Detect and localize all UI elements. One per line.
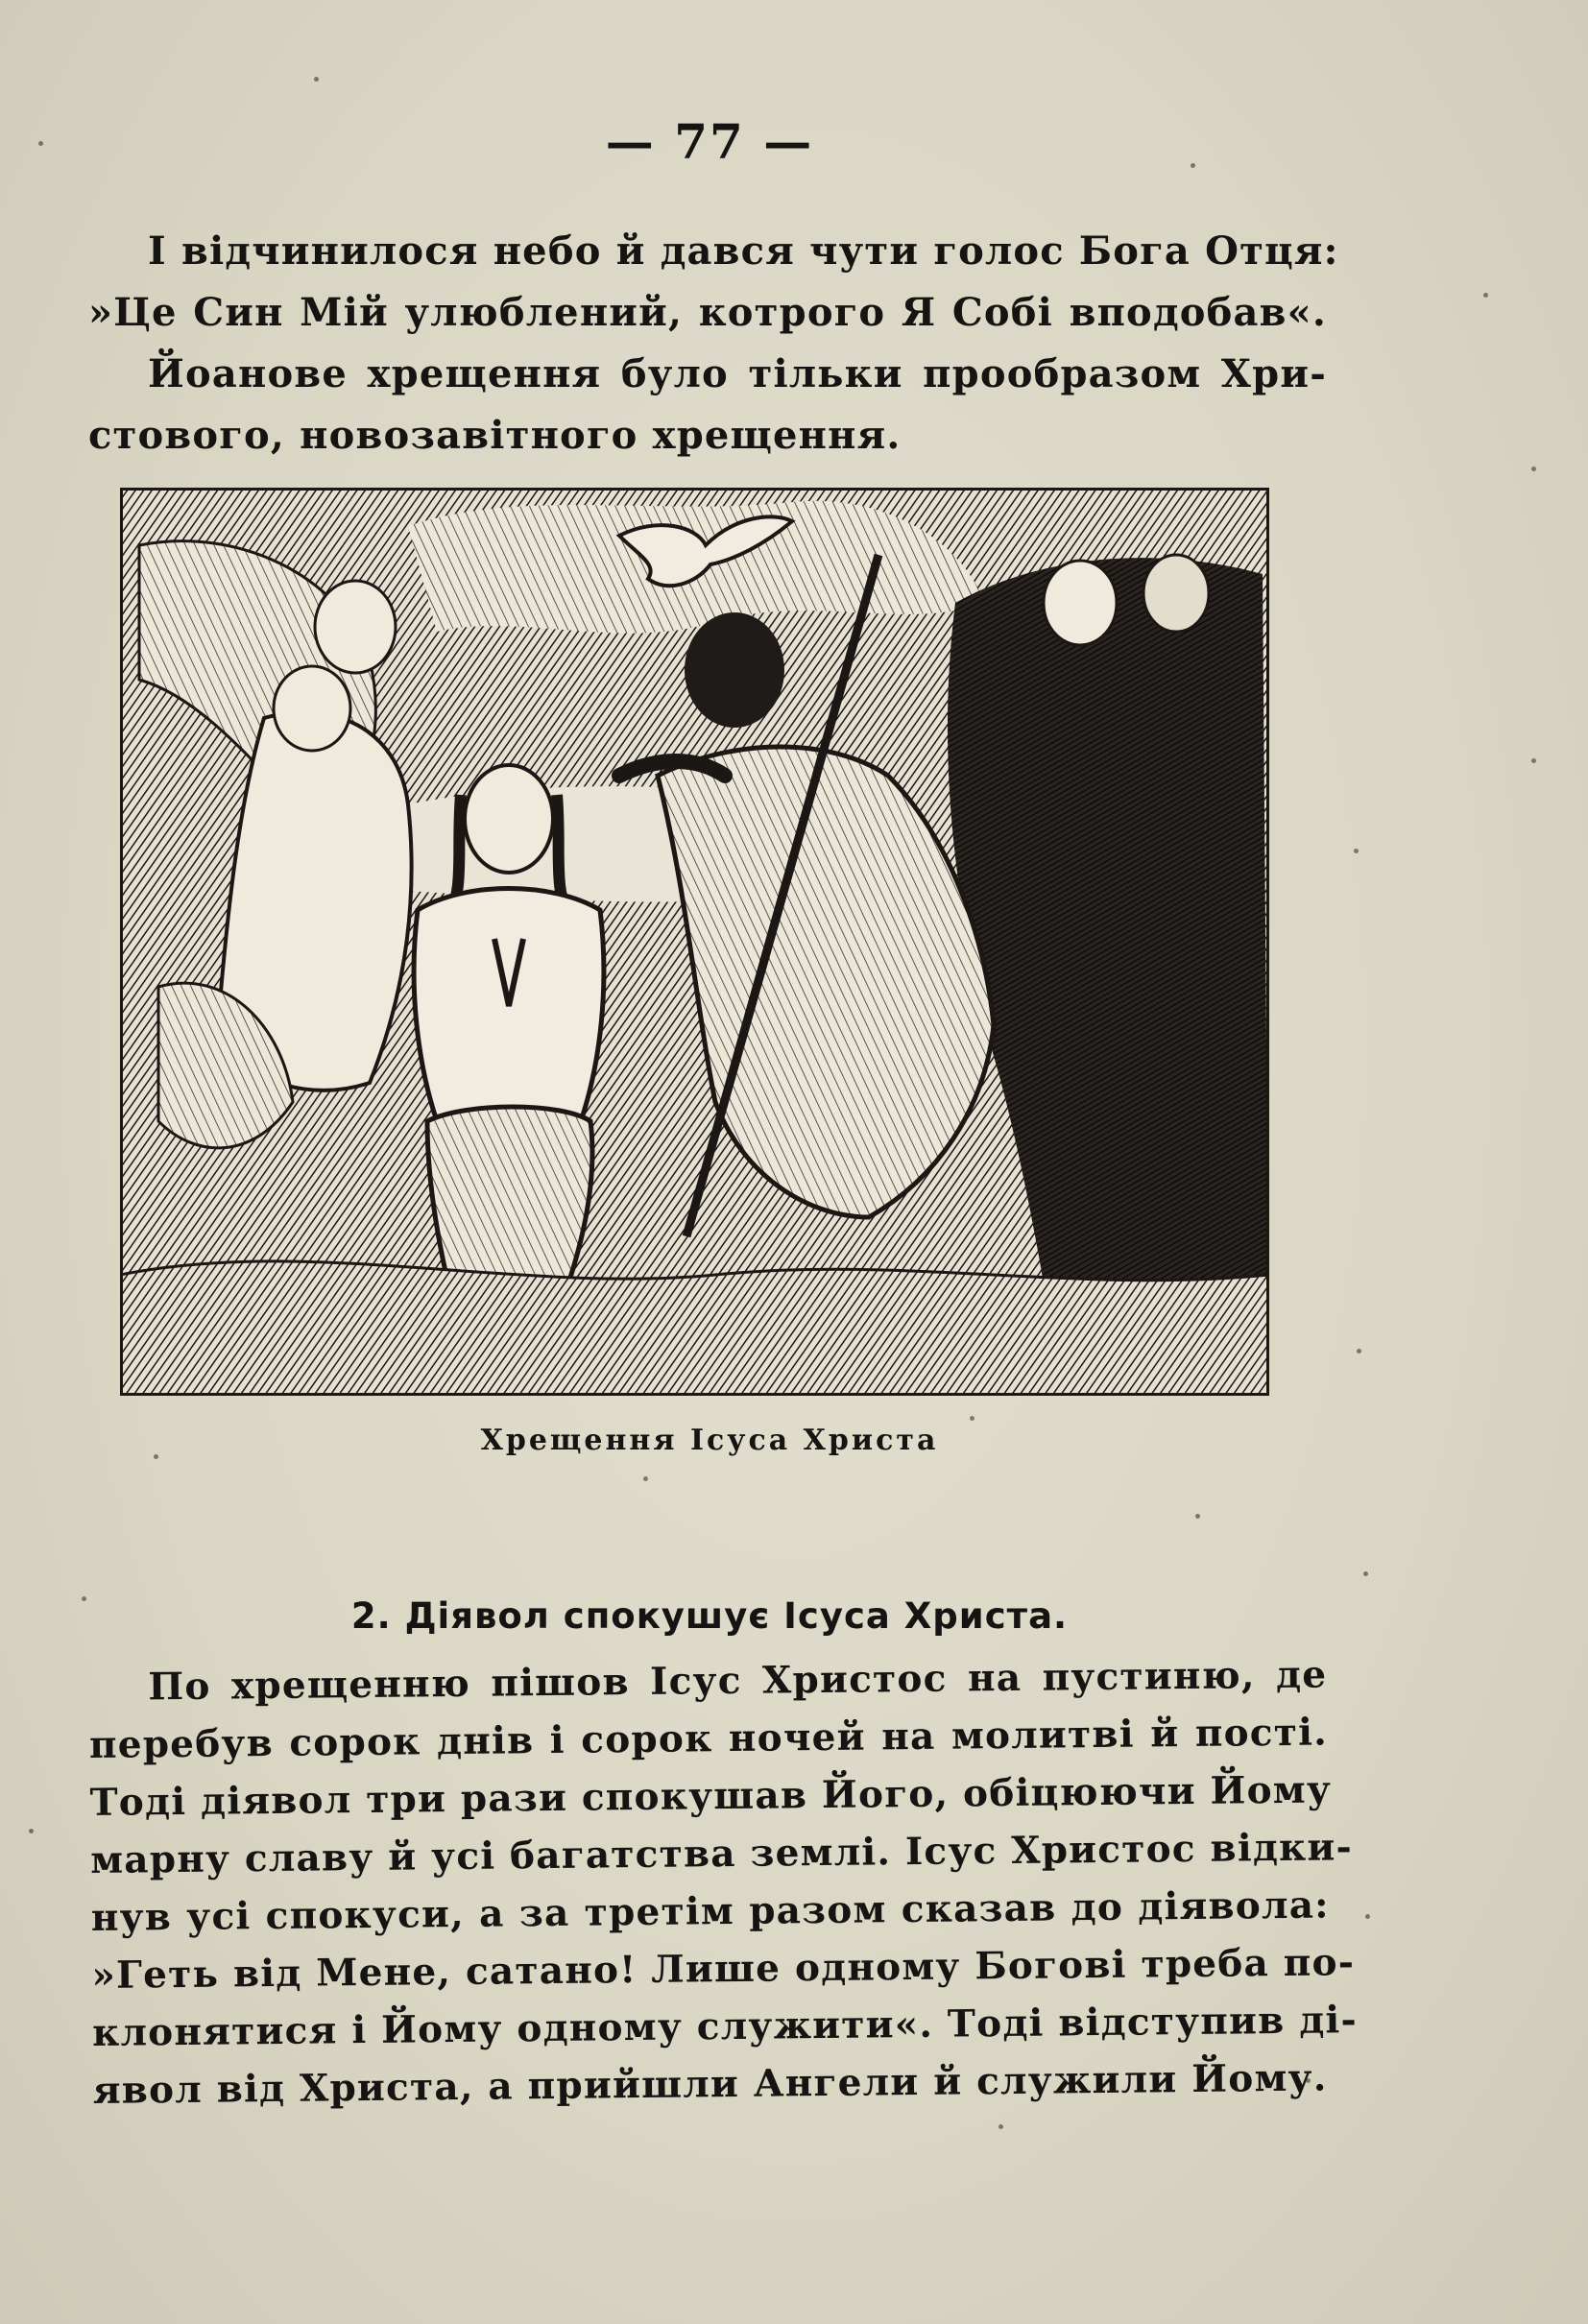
text-line: По хрещенню пішов Ісус Христос на пустиню, де [148, 1652, 1328, 1710]
text-line: Йоанове хрещення було тільки прообразом Хри- [148, 351, 1327, 396]
figure-caption: Хрещення Ісуса Христа [480, 1424, 939, 1457]
text-line: марну славу й усі багатства землі. Ісус Христос відки- [89, 1825, 1354, 1882]
section-heading: 2. Діявол спокушує Ісуса Христа. [350, 1595, 1069, 1637]
text-line: явол від Христа, а прийшли Ангели й служили Йому. [92, 2055, 1328, 2113]
print-speck [1354, 849, 1359, 853]
print-speck [970, 1416, 974, 1421]
print-speck [643, 1476, 648, 1481]
print-speck [29, 1829, 34, 1833]
print-speck [1531, 758, 1536, 763]
text-line: Тоді діявол три рази спокушав Його, обіцюючи Йому [89, 1767, 1333, 1825]
onlooker-face [1044, 561, 1117, 645]
john-head [685, 612, 784, 728]
baptism-illustration [120, 488, 1269, 1396]
print-speck [1531, 467, 1536, 471]
foreground-ground [120, 1261, 1269, 1396]
text-line: »Це Син Мій улюблений, котрого Я Собі вподобав«. [88, 290, 1327, 335]
onlooker-face [1143, 555, 1209, 632]
print-speck [1483, 293, 1488, 298]
section-text-block [88, 1645, 1359, 2119]
print-speck [1195, 1514, 1200, 1519]
print-speck [1365, 1914, 1370, 1919]
intro-text-block [88, 221, 1339, 467]
print-speck [999, 2124, 1003, 2129]
text-line: клонятися і Йому одному служити«. Тоді відступив ді- [91, 1998, 1359, 2055]
engraving-image [120, 488, 1269, 1396]
text-line: І відчинилося небо й дався чути голос Бога Отця: [148, 228, 1339, 274]
text-line: »Геть від Мене, сатано! Лише одному Богові треба по- [91, 1940, 1356, 1998]
print-speck [314, 77, 319, 82]
text-line: нув усі спокуси, а за третім разом сказав до діявола: [90, 1882, 1330, 1940]
text-line: стового, новозавітного хрещення. [88, 413, 902, 458]
print-speck [1363, 1571, 1368, 1576]
page-number: — 77 — [605, 113, 814, 170]
text-line: перебув сорок днів і сорок ночей на молитві й пості. [88, 1710, 1329, 1767]
print-speck [1357, 1349, 1361, 1354]
